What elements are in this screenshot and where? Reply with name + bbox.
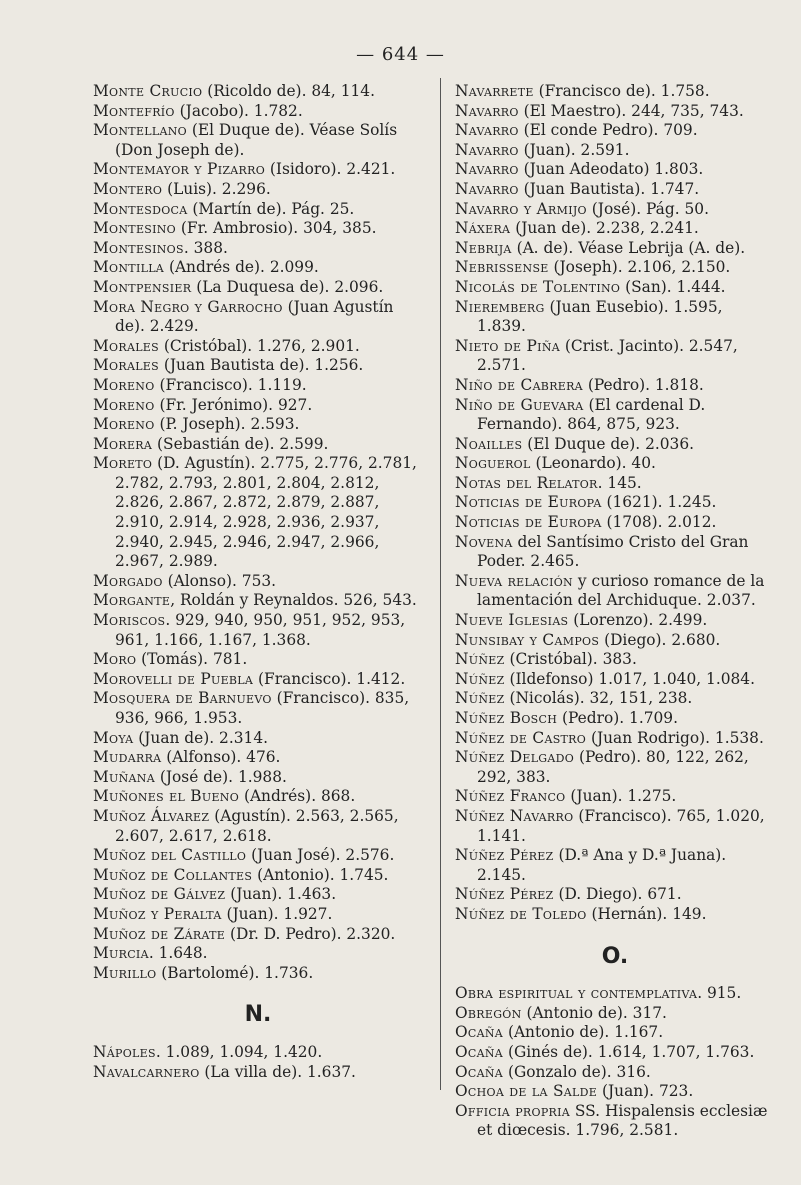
entry-references: (Hernán). 149. bbox=[586, 904, 707, 923]
index-entry bbox=[455, 258, 775, 278]
entry-name: Nunsibay y Campos bbox=[455, 630, 600, 649]
entry-references: (El Maestro). 244, 735, 743. bbox=[518, 101, 744, 120]
entry-references: (Juan José). 2.576. bbox=[246, 846, 395, 865]
entry-name: Morera bbox=[93, 434, 153, 453]
entry-name: Obregón bbox=[455, 1003, 522, 1022]
entry-references: del Santísimo Cristo del Gran Poder. 2.465. bbox=[477, 532, 749, 571]
entry-references: (Juan). 723. bbox=[597, 1082, 694, 1101]
entry-references: (Ricoldo de). 84, 114. bbox=[202, 82, 375, 100]
entry-references: (Francisco). 765, 1.020, 1.141. bbox=[477, 806, 765, 845]
entry-name: Mora Negro y Garrocho bbox=[93, 297, 283, 316]
entry-references: . 388. bbox=[183, 238, 228, 257]
entry-name: Núñez Pérez bbox=[455, 846, 554, 865]
section-heading-n: N. bbox=[244, 1002, 272, 1028]
entry-references: (La villa de). 1.637. bbox=[199, 1062, 356, 1081]
entry-name: Mudarra bbox=[93, 748, 162, 767]
index-entry bbox=[93, 964, 423, 984]
index-entry bbox=[93, 866, 423, 886]
entry-references: (Sebastián de). 2.599. bbox=[152, 434, 329, 453]
index-entry bbox=[93, 121, 423, 160]
entry-name: Montemayor y Pizarro bbox=[93, 160, 266, 179]
entry-name: Montpensier bbox=[93, 277, 192, 296]
entry-references: (José). Pág. 50. bbox=[586, 199, 709, 218]
entry-references: (Juan Bautista de). 1.256. bbox=[158, 356, 364, 375]
entry-references: (D. Agustín). 2.775, 2.776, 2.781, 2.782, 2.793, 2.801, 2.804, 2.812, 2.826, 2.867, 2.872, 2.879, 2.887, 2.910, 2.914, 2.928, 2.936, 2.937, 2.940, 2.945, 2.946, 2.947, 2.966, 2.967, 2.989. bbox=[115, 454, 417, 571]
entry-references: (Juan). 1.463. bbox=[225, 885, 337, 904]
index-entry bbox=[455, 885, 775, 905]
index-entry bbox=[455, 1023, 775, 1043]
index-entry bbox=[455, 435, 775, 455]
entry-name: Noticias de Europa bbox=[455, 493, 602, 512]
entry-references: (Leonardo). 40. bbox=[530, 454, 656, 473]
entry-name: Muñoz del Castillo bbox=[93, 846, 247, 865]
entry-references: (Juan Rodrigo). 1.538. bbox=[586, 728, 764, 747]
entry-name: Montilla bbox=[93, 258, 165, 277]
index-entry bbox=[455, 141, 775, 161]
page-number: — 644 — bbox=[356, 44, 445, 65]
entry-references: (Antonio de). 1.167. bbox=[503, 1023, 664, 1042]
index-entry bbox=[93, 729, 423, 749]
entry-name: Montero bbox=[93, 179, 163, 198]
entry-name: Muñoz y Peralta bbox=[93, 904, 222, 923]
entry-name: Muñoz de Collantes bbox=[93, 865, 253, 884]
entry-name: Navarro bbox=[455, 179, 519, 198]
entry-references: (Juan Agustín de). 2.429. bbox=[115, 297, 394, 336]
entry-name: Montellano bbox=[93, 121, 187, 140]
index-entry bbox=[93, 396, 423, 416]
index-entry bbox=[93, 925, 423, 945]
index-entry bbox=[455, 1043, 775, 1063]
entry-references: (Francisco). 1.412. bbox=[253, 669, 406, 688]
entry-references: (Francisco de). 1.758. bbox=[533, 82, 710, 100]
entry-name: Navarrete bbox=[455, 82, 534, 100]
index-entry bbox=[455, 493, 775, 513]
index-entry bbox=[93, 239, 423, 259]
entry-list bbox=[93, 1043, 423, 1082]
entry-references: SS. Hispalensis ecclesiæ et diœcesis. 1.796, 2.581. bbox=[477, 1101, 768, 1140]
index-entry bbox=[455, 82, 775, 102]
index-entry bbox=[455, 396, 775, 435]
index-entry bbox=[455, 905, 775, 925]
entry-name: Montesino bbox=[93, 219, 176, 238]
entry-references: (A. de). Véase Lebrija (A. de). bbox=[511, 238, 746, 257]
index-entry bbox=[455, 670, 775, 690]
entry-references: (D. Diego). 671. bbox=[553, 885, 682, 904]
entry-name: Navarro bbox=[455, 121, 519, 140]
section-heading-o: O. bbox=[601, 943, 629, 969]
entry-references: (Ildefonso) 1.017, 1.040, 1.084. bbox=[504, 669, 755, 688]
entry-references: . 1.648. bbox=[148, 944, 208, 963]
entry-name: Nebrija bbox=[455, 238, 512, 257]
entry-references: (Juan de). 2.314. bbox=[133, 728, 269, 747]
entry-name: Muñoz de Zárate bbox=[93, 924, 226, 943]
entry-name: Moreno bbox=[93, 395, 155, 414]
entry-references: (D.ª Ana y D.ª Juana). 2.145. bbox=[477, 846, 727, 884]
index-entry bbox=[93, 1063, 423, 1083]
entry-name: Morgante bbox=[93, 591, 171, 610]
entry-references: (Juan Bautista). 1.747. bbox=[518, 179, 700, 198]
entry-name: Núñez bbox=[455, 650, 505, 669]
index-entry bbox=[455, 121, 775, 141]
entry-name: Núñez de Toledo bbox=[455, 904, 587, 923]
entry-references: (Juan). 1.927. bbox=[221, 904, 333, 923]
index-entry bbox=[93, 454, 423, 572]
index-entry bbox=[93, 689, 423, 728]
entry-name: Navarro bbox=[455, 101, 519, 120]
index-entry bbox=[455, 729, 775, 749]
entry-list bbox=[455, 984, 775, 1141]
entry-name: Nueve Iglesias bbox=[455, 611, 569, 630]
entry-name: Navarro y Armijo bbox=[455, 199, 587, 218]
entry-name: Nicolás de Tolentino bbox=[455, 277, 621, 296]
entry-references: (Fr. Ambrosio). 304, 385. bbox=[176, 219, 377, 238]
entry-name: Núñez Navarro bbox=[455, 806, 574, 825]
index-entry bbox=[93, 435, 423, 455]
index-entry bbox=[93, 944, 423, 964]
index-entry bbox=[93, 356, 423, 376]
index-entry bbox=[455, 709, 775, 729]
entry-references: . 145. bbox=[597, 473, 642, 492]
entry-references: (El Duque de). Véase Solís (Don Joseph de). bbox=[115, 121, 398, 159]
index-entry bbox=[455, 513, 775, 533]
index-entry bbox=[93, 180, 423, 200]
index-entry bbox=[455, 1102, 775, 1141]
entry-name: Navarro bbox=[455, 160, 519, 179]
column-divider bbox=[440, 78, 441, 1090]
index-entry bbox=[93, 298, 423, 337]
index-entry bbox=[93, 572, 423, 592]
entry-name: Mosquera de Barnuevo bbox=[93, 689, 272, 708]
index-entry bbox=[455, 984, 775, 1004]
index-entry bbox=[455, 160, 775, 180]
entry-references: (Antonio). 1.745. bbox=[252, 865, 389, 884]
index-entry bbox=[93, 787, 423, 807]
entry-name: Muñana bbox=[93, 767, 155, 786]
entry-list bbox=[455, 82, 775, 925]
index-entry bbox=[455, 239, 775, 259]
index-entry bbox=[93, 376, 423, 396]
entry-name: Niño de Guevara bbox=[455, 395, 584, 414]
entry-references: (Crist. Jacinto). 2.547, 2.571. bbox=[477, 336, 738, 375]
index-entry bbox=[455, 298, 775, 337]
entry-references: . 915. bbox=[697, 984, 742, 1003]
entry-references: (Gonzalo de). 316. bbox=[503, 1062, 651, 1081]
entry-references: (Antonio de). 317. bbox=[521, 1003, 667, 1022]
entry-references: (Juan Adeodato) 1.803. bbox=[518, 160, 704, 179]
index-entry bbox=[93, 611, 423, 650]
entry-references: (Dr. D. Pedro). 2.320. bbox=[225, 924, 396, 943]
entry-references: (Alfonso). 476. bbox=[161, 748, 281, 767]
entry-name: Muñoz Álvarez bbox=[93, 806, 210, 825]
entry-references: , Roldán y Reynaldos. 526, 543. bbox=[170, 591, 417, 610]
entry-references: (Joseph). 2.106, 2.150. bbox=[548, 258, 731, 277]
entry-name: Morales bbox=[93, 356, 159, 375]
entry-references: (Juan Eusebio). 1.595, 1.839. bbox=[477, 297, 723, 336]
entry-name: Núñez Franco bbox=[455, 787, 566, 806]
entry-name: Núñez de Castro bbox=[455, 728, 587, 747]
entry-references: (Francisco). 835, 936, 966, 1.953. bbox=[115, 689, 410, 727]
entry-list bbox=[93, 82, 423, 983]
entry-references: (La Duquesa de). 2.096. bbox=[191, 277, 384, 296]
entry-name: Ocaña bbox=[455, 1042, 504, 1061]
entry-name: Muñones el Bueno bbox=[93, 787, 240, 806]
index-entry bbox=[93, 82, 423, 102]
index-entry bbox=[455, 650, 775, 670]
entry-references: (Isidoro). 2.421. bbox=[265, 160, 396, 179]
entry-name: Moriscos bbox=[93, 611, 166, 630]
entry-references: (Pedro). 1.709. bbox=[557, 709, 678, 727]
index-entry bbox=[455, 1082, 775, 1102]
index-entry bbox=[455, 689, 775, 709]
entry-references: (Pedro). 1.818. bbox=[582, 375, 704, 394]
entry-name: Moya bbox=[93, 728, 134, 747]
entry-name: Núñez bbox=[455, 669, 505, 688]
index-entry bbox=[455, 807, 775, 846]
index-entry bbox=[93, 200, 423, 220]
index-entry bbox=[455, 219, 775, 239]
entry-references: (Andrés de). 2.099. bbox=[164, 258, 319, 277]
index-entry bbox=[93, 670, 423, 690]
index-entry bbox=[455, 748, 775, 787]
entry-name: Núñez Bosch bbox=[455, 709, 558, 727]
entry-name: Morgado bbox=[93, 571, 163, 590]
entry-name: Montesinos bbox=[93, 238, 184, 257]
index-entry bbox=[455, 337, 775, 376]
entry-references: (San). 1.444. bbox=[620, 277, 726, 296]
entry-name: Monte Crucio bbox=[93, 82, 203, 100]
entry-name: Notas del Relator bbox=[455, 473, 598, 492]
index-entry bbox=[455, 474, 775, 494]
index-entry bbox=[455, 454, 775, 474]
entry-references: (Juan). 1.275. bbox=[565, 787, 677, 806]
entry-name: Muñoz de Gálvez bbox=[93, 885, 226, 904]
index-entry bbox=[455, 611, 775, 631]
entry-references: (Pedro). 80, 122, 262, 292, 383. bbox=[477, 748, 749, 786]
entry-name: Noailles bbox=[455, 434, 523, 453]
index-entry bbox=[93, 807, 423, 846]
entry-references: (Tomás). 781. bbox=[136, 650, 248, 669]
entry-references: (Cristóbal). 1.276, 2.901. bbox=[158, 336, 360, 355]
entry-name: Montefrío bbox=[93, 101, 175, 120]
entry-name: Núñez Pérez bbox=[455, 885, 554, 904]
index-entry bbox=[455, 102, 775, 122]
entry-references: . 929, 940, 950, 951, 952, 953, 961, 1.166, 1.167, 1.368. bbox=[115, 611, 406, 649]
entry-name: Navarro bbox=[455, 140, 519, 159]
index-entry bbox=[455, 1004, 775, 1024]
entry-references: (Alonso). 753. bbox=[162, 571, 277, 590]
entry-references: (El Duque de). 2.036. bbox=[522, 434, 695, 453]
entry-references: (Juan). 2.591. bbox=[518, 140, 630, 159]
entry-name: Officia propria bbox=[455, 1101, 570, 1120]
index-entry bbox=[455, 846, 775, 885]
entry-references: (El cardenal D. Fernando). 864, 875, 923. bbox=[477, 395, 706, 434]
entry-name: Nieto de Piña bbox=[455, 336, 560, 355]
entry-references: (Diego). 2.680. bbox=[599, 630, 721, 649]
entry-name: Montesdoca bbox=[93, 199, 188, 218]
entry-references: (Fr. Jerónimo). 927. bbox=[154, 395, 313, 414]
entry-references: (Nicolás). 32, 151, 238. bbox=[504, 689, 693, 708]
entry-references: (1708). 2.012. bbox=[601, 513, 717, 532]
right-column bbox=[455, 82, 775, 1141]
index-entry bbox=[455, 787, 775, 807]
index-entry bbox=[93, 650, 423, 670]
entry-references: (Andrés). 868. bbox=[239, 787, 356, 806]
entry-name: Novena bbox=[455, 532, 513, 551]
entry-references: (Ginés de). 1.614, 1.707, 1.763. bbox=[503, 1042, 755, 1061]
entry-references: (Jacobo). 1.782. bbox=[174, 101, 303, 120]
entry-name: Noguerol bbox=[455, 454, 531, 473]
entry-name: Moreno bbox=[93, 375, 155, 394]
entry-name: Ochoa de la Salde bbox=[455, 1082, 598, 1101]
index-entry bbox=[93, 415, 423, 435]
entry-references: (Luis). 2.296. bbox=[162, 179, 271, 198]
index-entry bbox=[455, 1063, 775, 1083]
entry-name: Obra espiritual y contemplativa bbox=[455, 984, 698, 1003]
entry-references: (P. Joseph). 2.593. bbox=[154, 415, 300, 434]
index-entry bbox=[455, 533, 775, 572]
entry-references: (Martín de). Pág. 25. bbox=[187, 199, 355, 218]
left-column bbox=[93, 82, 423, 1082]
entry-name: Morovelli de Puebla bbox=[93, 669, 254, 688]
index-entry bbox=[93, 846, 423, 866]
index-entry bbox=[455, 572, 775, 611]
index-entry bbox=[93, 591, 423, 611]
index-entry bbox=[455, 631, 775, 651]
entry-name: Ocaña bbox=[455, 1062, 504, 1081]
entry-references: (Agustín). 2.563, 2.565, 2.607, 2.617, 2.618. bbox=[115, 806, 399, 845]
entry-references: (Lorenzo). 2.499. bbox=[568, 611, 708, 630]
index-entry bbox=[455, 376, 775, 396]
entry-references: (1621). 1.245. bbox=[601, 493, 717, 512]
entry-references: (Francisco). 1.119. bbox=[154, 375, 307, 394]
entry-name: Nápoles bbox=[93, 1042, 156, 1061]
entry-name: Moreto bbox=[93, 454, 153, 473]
entry-name: Ocaña bbox=[455, 1023, 504, 1042]
entry-references: y curioso romance de la lamentación del Archiduque. 2.037. bbox=[477, 571, 765, 610]
entry-name: Nueva relación bbox=[455, 571, 573, 590]
entry-name: Moro bbox=[93, 650, 137, 669]
entry-references: (Juan de). 2.238, 2.241. bbox=[510, 219, 699, 238]
index-entry bbox=[93, 219, 423, 239]
entry-name: Murillo bbox=[93, 963, 157, 982]
entry-name: Nebrissense bbox=[455, 258, 549, 277]
index-entry bbox=[93, 905, 423, 925]
entry-name: Nieremberg bbox=[455, 297, 545, 316]
index-entry bbox=[93, 337, 423, 357]
entry-name: Niño de Cabrera bbox=[455, 375, 583, 394]
index-entry bbox=[455, 200, 775, 220]
index-entry bbox=[93, 160, 423, 180]
index-entry bbox=[93, 258, 423, 278]
entry-name: Murcia bbox=[93, 944, 149, 963]
index-entry bbox=[93, 748, 423, 768]
index-entry bbox=[455, 180, 775, 200]
index-entry bbox=[93, 102, 423, 122]
entry-name: Núñez Delgado bbox=[455, 748, 575, 767]
index-entry bbox=[455, 278, 775, 298]
entry-references: . 1.089, 1.094, 1.420. bbox=[155, 1042, 323, 1061]
entry-name: Navalcarnero bbox=[93, 1062, 200, 1081]
entry-name: Noticias de Europa bbox=[455, 513, 602, 532]
entry-references: (El conde Pedro). 709. bbox=[518, 121, 698, 140]
entry-name: Núñez bbox=[455, 689, 505, 708]
entry-name: Náxera bbox=[455, 219, 511, 238]
index-entry bbox=[93, 885, 423, 905]
index-entry bbox=[93, 1043, 423, 1063]
index-entry bbox=[93, 278, 423, 298]
entry-name: Morales bbox=[93, 336, 159, 355]
index-entry bbox=[93, 768, 423, 788]
entry-references: (Cristóbal). 383. bbox=[504, 650, 637, 669]
entry-name: Moreno bbox=[93, 415, 155, 434]
entry-references: (José de). 1.988. bbox=[154, 767, 287, 786]
entry-references: (Bartolomé). 1.736. bbox=[156, 963, 314, 982]
